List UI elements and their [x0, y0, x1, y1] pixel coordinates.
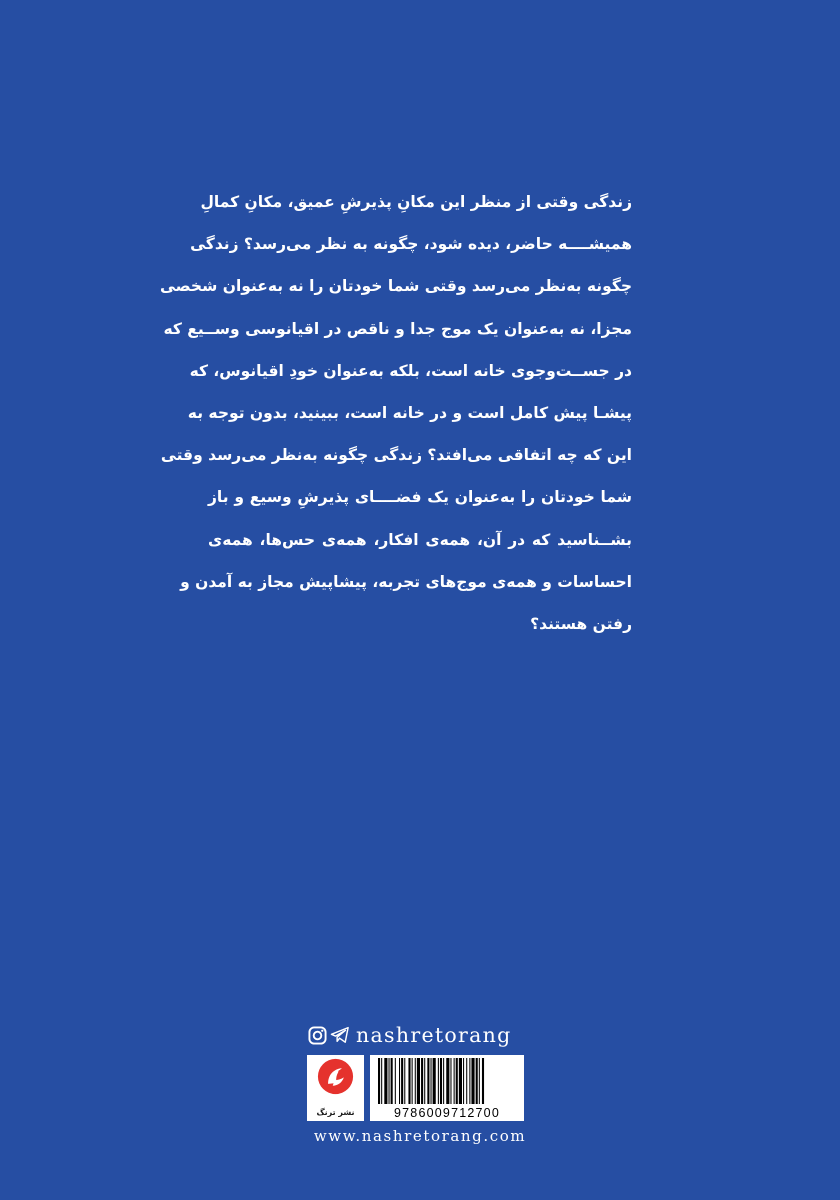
- barcode-bar: [424, 1058, 425, 1104]
- publisher-website[interactable]: www.nashretorang.com: [313, 1127, 527, 1145]
- barcode-bar: [463, 1058, 464, 1104]
- barcode-bar: [378, 1058, 380, 1104]
- publisher-logo-mark: [317, 1058, 354, 1095]
- barcode: [370, 1055, 524, 1121]
- barcode-bar: [433, 1058, 436, 1104]
- barcode-bars: [378, 1058, 516, 1104]
- barcode-bar: [466, 1058, 467, 1104]
- blurb-line: در جســت‌وجوی خانه است، بلکه به‌عنوان خودِ اقیانوس، که: [189, 361, 632, 380]
- barcode-bar: [479, 1058, 480, 1104]
- barcode-bar: [427, 1058, 429, 1104]
- barcode-bar: [415, 1058, 416, 1104]
- barcode-bar: [469, 1058, 470, 1104]
- barcode-bar: [381, 1058, 382, 1104]
- barcode-bar: [443, 1058, 444, 1104]
- barcode-bar: [459, 1058, 462, 1104]
- blurb-line: شما خودتان را به‌عنوان یک فضــــای پذیرشِ وسیع و باز: [208, 488, 632, 507]
- barcode-bar: [401, 1058, 403, 1104]
- blurb-line: چگونه به‌نظر می‌رسد وقتی شما خودتان را نه به‌عنوان شخصی: [159, 277, 632, 296]
- isbn-number: 9786009712700: [394, 1106, 500, 1120]
- blurb-line: احساسات و همه‌ی موج‌های تجربه، پیشاپیش مجاز به آمدن و: [180, 572, 632, 591]
- blurb-text: [159, 181, 632, 645]
- blurb-line: زندگی وقتی از منظر این مکانِ پذیرشِ عمیق، مکانِ کمالِ: [200, 193, 632, 211]
- blurb-line: رفتن هستند؟: [530, 614, 632, 633]
- blurb-line: همیشــــه حاضر، دیده شود، چگونه به نظر می‌رسد؟ زندگی: [190, 235, 632, 254]
- barcode-bar: [450, 1058, 451, 1104]
- barcode-bar: [389, 1058, 390, 1104]
- social-handle-text: nashretorang: [356, 1023, 512, 1047]
- barcode-bar: [456, 1058, 458, 1104]
- publisher-logo: [307, 1055, 364, 1121]
- barcode-bar: [446, 1058, 449, 1104]
- barcode-bar: [399, 1058, 400, 1104]
- barcode-bar: [438, 1058, 439, 1104]
- blurb-line: بشــناسید که در آن، همه‌ی افکار، همه‌ی حس‌ها، همه‌ی: [208, 530, 632, 549]
- barcode-bar: [454, 1058, 455, 1104]
- barcode-bar: [391, 1058, 393, 1104]
- instagram-icon[interactable]: [307, 1025, 327, 1045]
- social-handle-row: [307, 1022, 533, 1048]
- barcode-bar: [384, 1058, 387, 1104]
- barcode-bar: [431, 1058, 432, 1104]
- barcode-bar: [404, 1058, 405, 1104]
- telegram-icon[interactable]: [330, 1025, 350, 1045]
- barcode-bar: [471, 1058, 474, 1104]
- blurb-line: مجزا، نه به‌عنوان یک موج جدا و ناقص در اقیانوسی وســیع که: [163, 319, 632, 338]
- blurb-line: پیشـا پیش کامل است و در خانه است، ببینید، بدون توجه به: [187, 403, 632, 422]
- barcode-bar: [440, 1058, 442, 1104]
- barcode-bar: [417, 1058, 420, 1104]
- publisher-name: نشر ترنگ: [316, 1108, 355, 1117]
- blurb-line: این که چه اتفاقی می‌افتد؟ زندگی چگونه به‌نظر می‌رسد وقتی: [160, 446, 632, 465]
- barcode-bar: [412, 1058, 413, 1104]
- barcode-bar: [408, 1058, 410, 1104]
- barcode-bar: [476, 1058, 478, 1104]
- barcode-bar: [482, 1058, 484, 1104]
- barcode-bar: [421, 1058, 423, 1104]
- barcode-bar: [395, 1058, 396, 1104]
